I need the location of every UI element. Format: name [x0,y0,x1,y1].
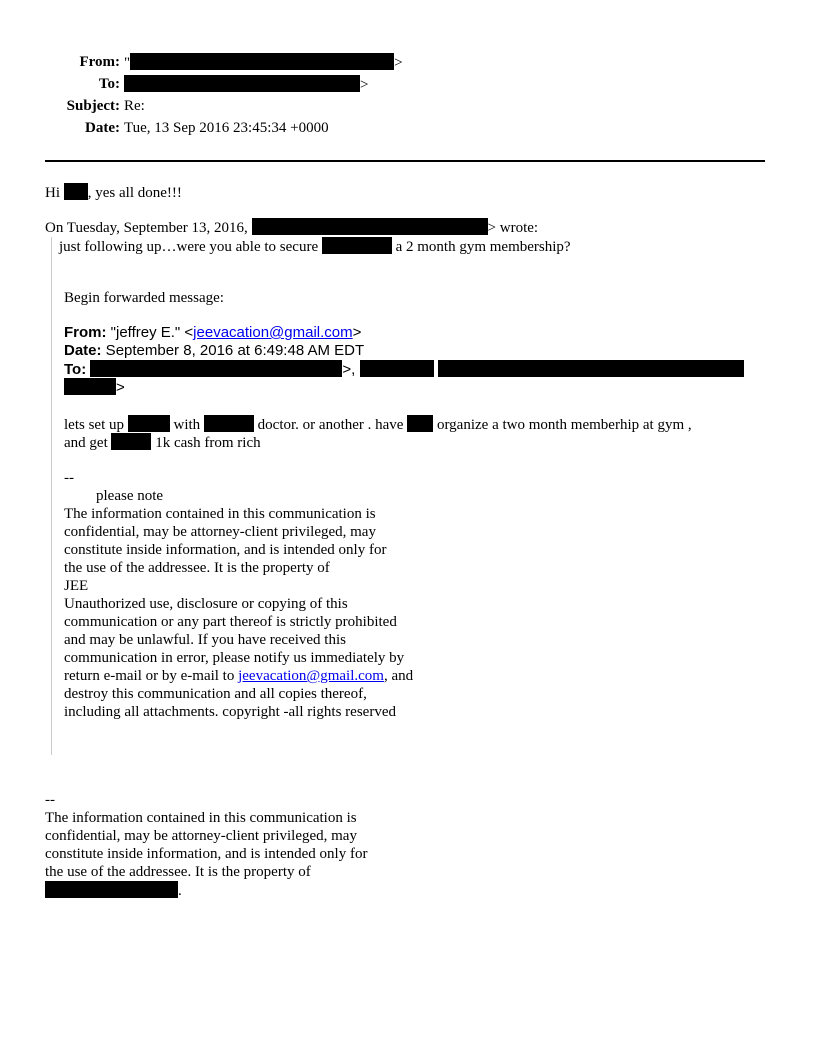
disclaimer-line: confidential, may be attorney-client privileged, may [64,524,376,540]
message-line: and get 1k cash from rich [64,435,261,451]
to-label: To: [98,76,120,92]
fwd-date: Date: September 8, 2016 at 6:49:48 AM EDT [64,342,365,359]
quote-intro: On Tuesday, September 13, 2016, > wrote: [45,220,539,236]
redaction [252,218,488,235]
disclaimer-line: including all attachments. copyright -all rights reserved [64,704,396,720]
disclaimer-line: The information contained in this communication is [64,506,376,522]
redaction [128,415,170,432]
footer-line: the use of the addressee. It is the property of [45,864,311,880]
signature-dash: -- [64,470,74,486]
redaction [111,433,151,450]
footer-line: The information contained in this communication is [45,810,357,826]
subject-label: Subject: [66,98,120,114]
redaction [45,881,178,898]
fwd-from: From: "jeffrey E." <jeevacation@gmail.com> [64,324,362,341]
redaction [130,53,394,70]
disclaimer-line: communication or any part thereof is strictly prohibited [64,614,397,630]
redaction [64,378,116,395]
redaction [204,415,254,432]
forwarded-heading: Begin forwarded message: [64,290,224,306]
fwd-to-cont: > [64,378,125,396]
please-note: please note [96,488,164,504]
disclaimer-line: JEE [64,578,89,594]
quote-bar [51,237,52,755]
quote-line: just following up…were you able to secure a 2 month gym membership? [59,239,571,255]
footer-line: constitute inside information, and is intended only for [45,846,368,862]
subject-value: Re: [124,98,145,114]
redaction [64,183,88,200]
footer-line: confidential, may be attorney-client privileged, may [45,828,357,844]
greeting: Hi , yes all done!!! [45,185,182,201]
from-label: From: [79,54,120,70]
redaction [322,237,392,254]
fwd-to: To: >, [64,360,744,378]
disclaimer-line: return e-mail or by e-mail to jeevacation@gmail.com, and [64,668,414,684]
email-link[interactable]: jeevacation@gmail.com [238,668,384,684]
redaction [407,415,433,432]
date-value: Tue, 13 Sep 2016 23:45:34 +0000 [124,120,329,136]
to-value: > [124,75,368,94]
disclaimer-line: and may be unlawful. If you have received this [64,632,346,648]
disclaimer-line: communication in error, please notify us immediately by [64,650,405,666]
message-line: lets set up with doctor. or another . have organize a two month memberhip at gym , [64,417,692,433]
disclaimer-line: destroy this communication and all copies thereof, [64,686,367,702]
from-value: " > [124,55,403,71]
footer-dash: -- [45,792,55,808]
date-label: Date: [85,120,120,136]
redaction [124,75,360,92]
footer-line: . [45,881,182,899]
redaction [360,360,434,377]
email-link[interactable]: jeevacation@gmail.com [193,324,353,341]
disclaimer-line: constitute inside information, and is intended only for [64,542,387,558]
divider [45,160,765,162]
disclaimer-line: the use of the addressee. It is the property of [64,560,330,576]
redaction [90,360,342,377]
disclaimer-line: Unauthorized use, disclosure or copying of this [64,596,348,612]
redaction [438,360,744,377]
